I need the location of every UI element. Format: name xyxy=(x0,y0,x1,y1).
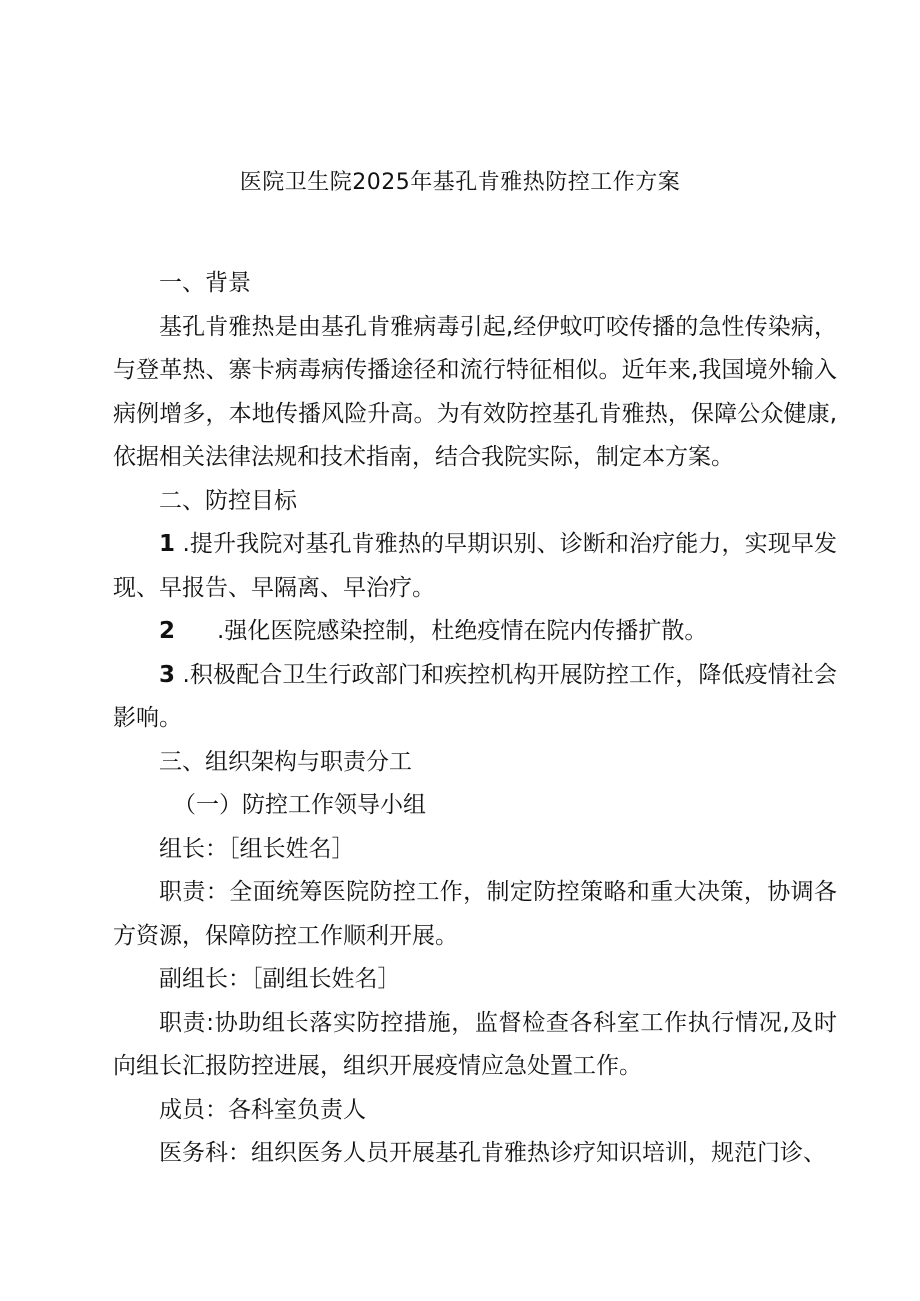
section-heading-goals: 二、防控目标 xyxy=(159,487,297,514)
document-body xyxy=(113,262,837,1176)
deputy-leader-line: 副组长：［副组长姓名］ xyxy=(159,966,401,992)
group-leader-duty: 职责：全面统筹医院防控工作，制定防控策略和重大决策，协调各方资源，保障防控工作顺利开展。 xyxy=(113,879,837,949)
goal-text-3: .积极配合卫生行政部门和疾控机构开展防控工作，降低疫情社会影响。 xyxy=(113,661,837,731)
goal-number-3: 3 xyxy=(159,661,176,688)
goal-item-1 xyxy=(113,523,837,610)
background-paragraph: 基孔肯雅热是由基孔肯雅病毒引起,经伊蚊叮咬传播的急性传染病，与登革热、寨卡病毒病传播途径和流行特征相似。近年来,我国境外输入病例增多，本地传播风险升高。为有效防控基孔肯雅热，保障公众健康,依据相关法律法规和技术指南，结合我院实际，制定本方案。 xyxy=(113,313,837,470)
goal-item-2 xyxy=(113,610,837,654)
group-leader-line: 组长：［组长姓名］ xyxy=(159,835,355,862)
medical-affairs-duty: 医务科：组织医务人员开展基孔肯雅热诊疗知识培训，规范门诊、 xyxy=(159,1140,826,1166)
goal-item-3 xyxy=(113,654,837,741)
goal-number-2: 2 xyxy=(159,618,176,644)
deputy-leader-duty: 职责:协助组长落实防控措施，监督检查各科室工作执行情况,及时向组长汇报防控进展，组织开展疫情应急处置工作。 xyxy=(113,1009,837,1079)
section-heading-organization: 三、组织架构与职责分工 xyxy=(159,748,412,775)
leadership-group-heading: （一）防控工作领导小组 xyxy=(173,792,426,818)
document-title: 医院卫生院2025年基孔肯雅热防控工作方案 xyxy=(239,170,681,195)
goal-text-2: .强化医院感染控制，杜绝疫情在院内传播扩散。 xyxy=(217,618,708,644)
goal-number-1: 1 xyxy=(159,531,176,557)
goal-text-1: .提升我院对基孔肯雅热的早期识别、诊断和治疗能力，实现早发现、早报告、早隔离、早治疗。 xyxy=(113,531,837,601)
section-heading-background: 一、背景 xyxy=(159,270,251,296)
members-line: 成员：各科室负责人 xyxy=(159,1096,366,1123)
